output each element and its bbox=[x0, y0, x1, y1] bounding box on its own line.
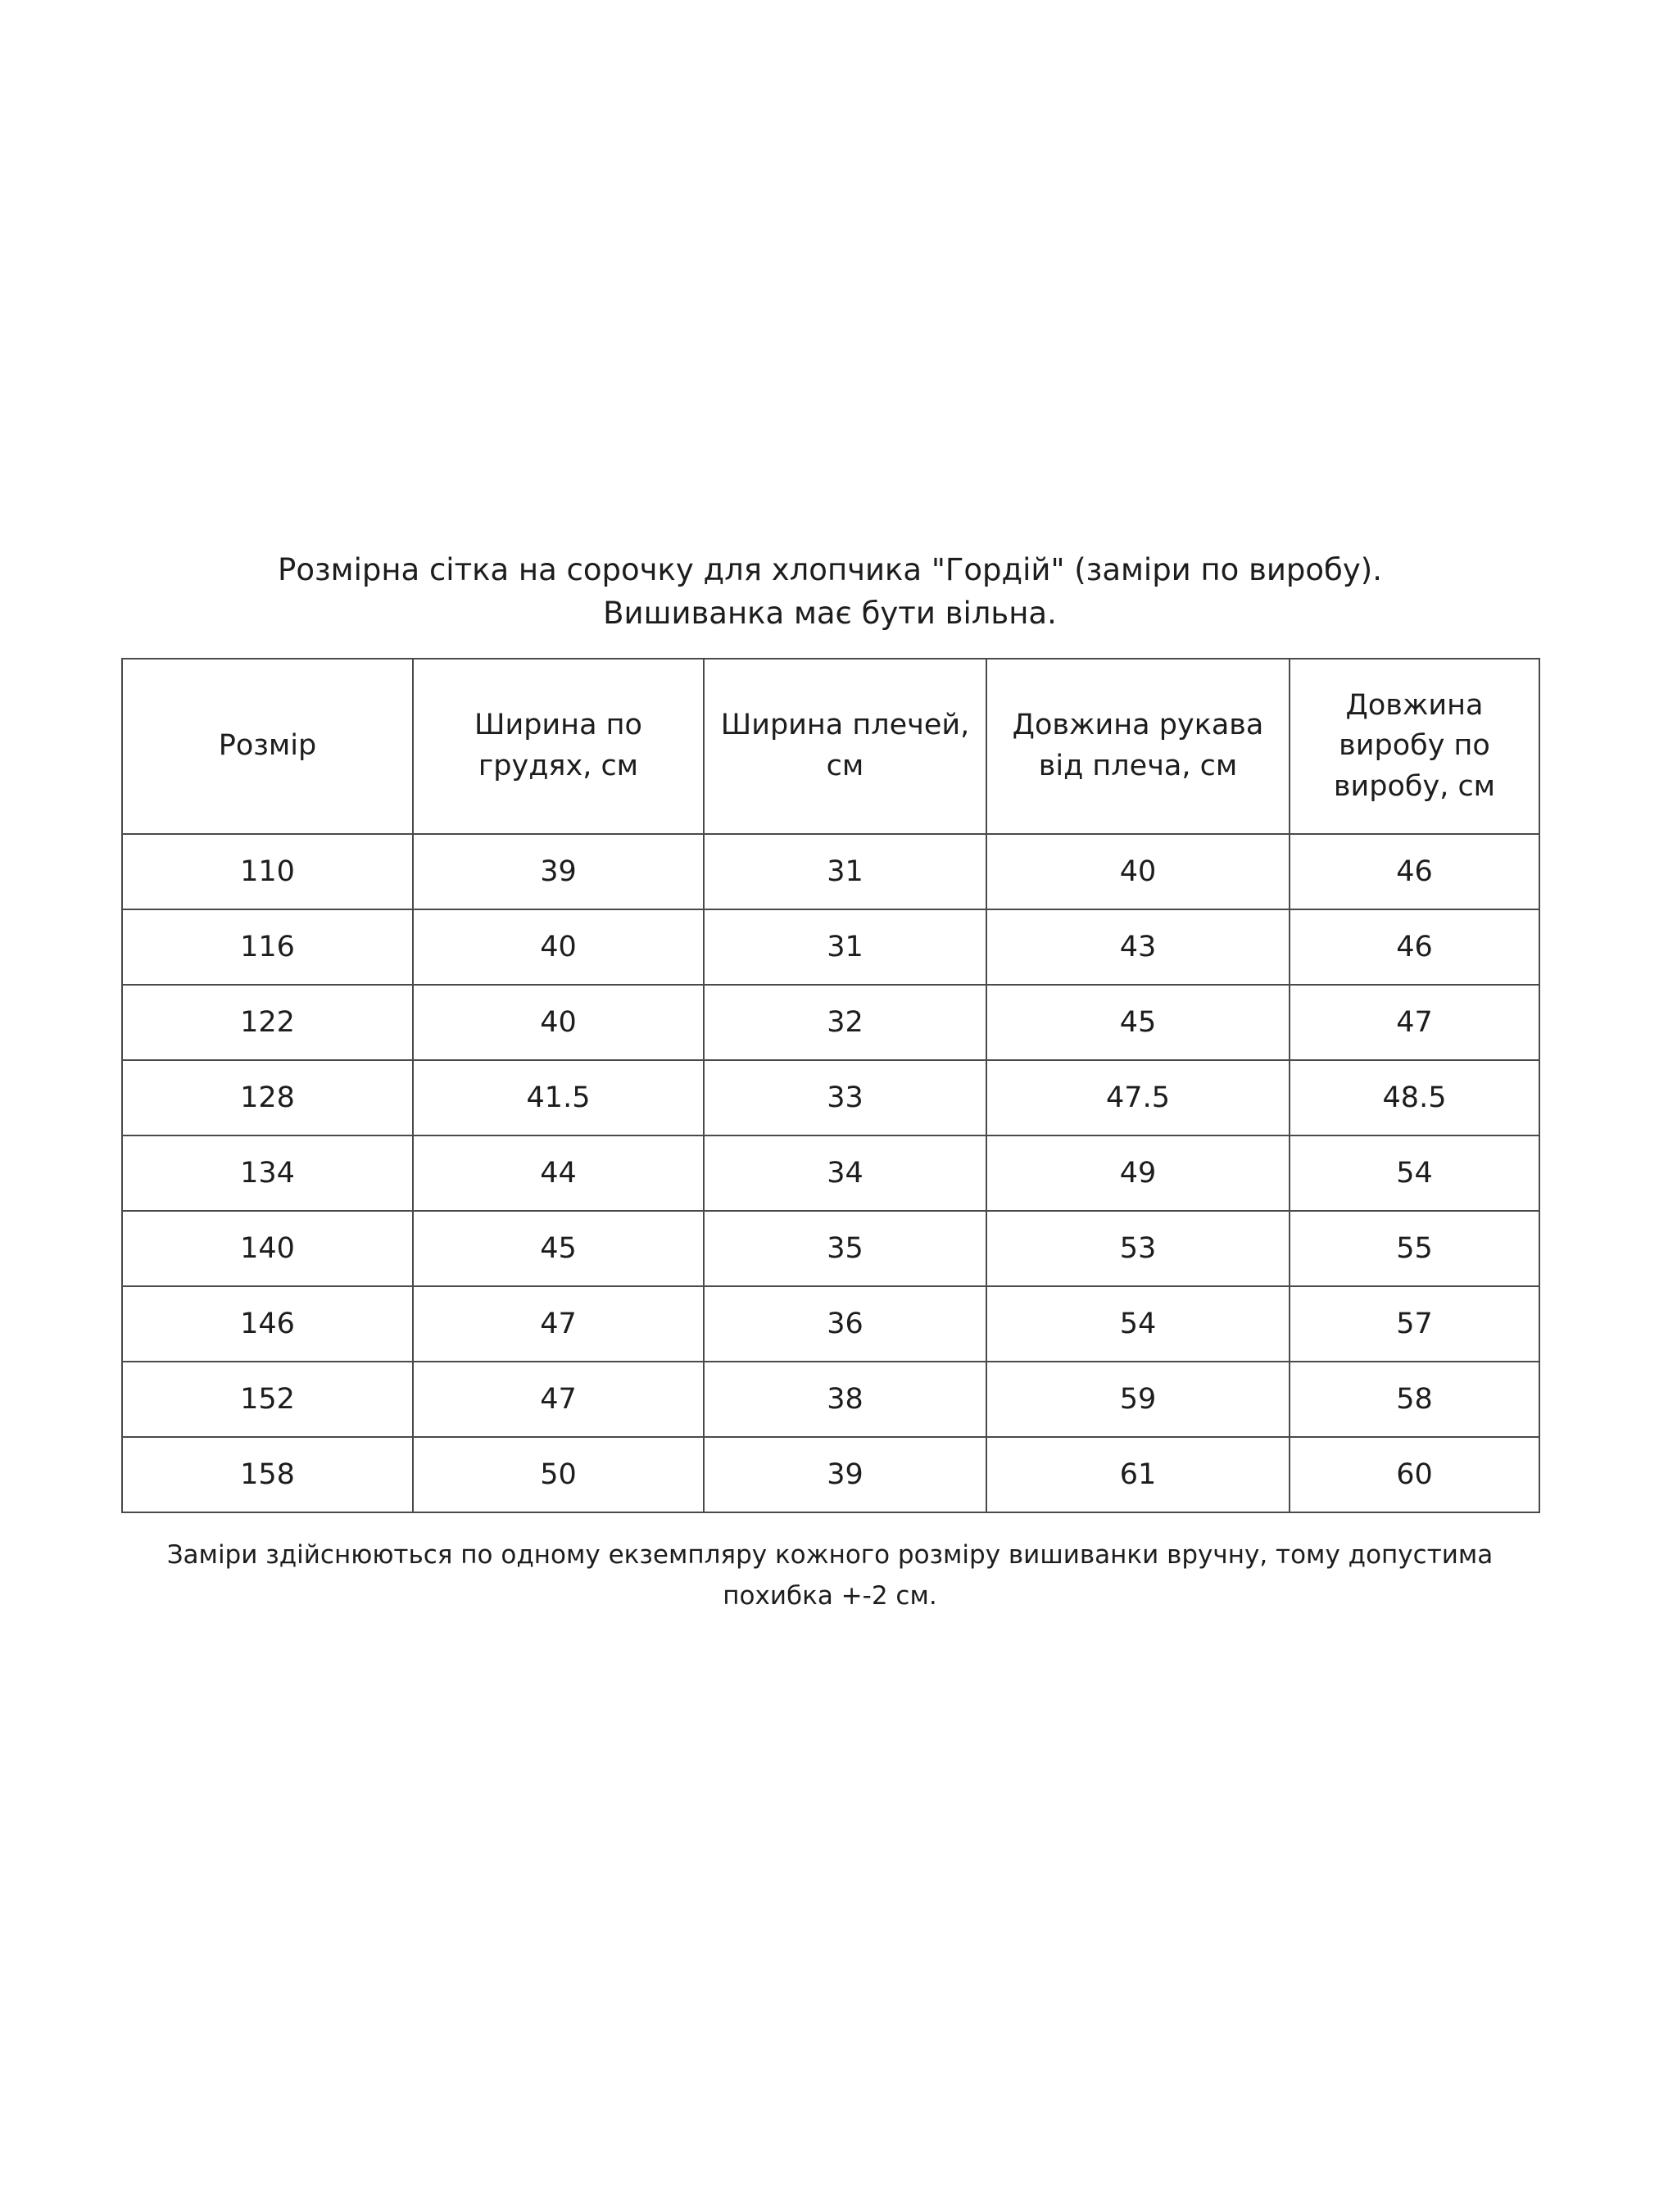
page-title-line-2: Вишиванка має бути вільна. bbox=[603, 595, 1057, 631]
cell-size: 134 bbox=[122, 1135, 413, 1211]
measurement-note: Заміри здійснюються по одному екземпляру кожного розміру вишиванки вручну, тому допустима похибка +-2 см. bbox=[166, 1540, 1494, 1611]
cell-product-length: 48.5 bbox=[1290, 1060, 1539, 1135]
cell-sleeve-length: 45 bbox=[986, 985, 1290, 1060]
cell-size: 122 bbox=[122, 985, 413, 1060]
table-row bbox=[122, 1060, 1539, 1135]
column-header-shoulder-width: Ширина плечей, см bbox=[704, 659, 986, 834]
cell-chest-width: 47 bbox=[413, 1362, 704, 1437]
table-row bbox=[122, 1362, 1539, 1437]
cell-product-length: 60 bbox=[1290, 1437, 1539, 1512]
cell-chest-width: 47 bbox=[413, 1286, 704, 1362]
cell-chest-width: 41.5 bbox=[413, 1060, 704, 1135]
cell-shoulder-width: 36 bbox=[704, 1286, 986, 1362]
cell-chest-width: 45 bbox=[413, 1211, 704, 1286]
cell-sleeve-length: 54 bbox=[986, 1286, 1290, 1362]
cell-product-length: 58 bbox=[1290, 1362, 1539, 1437]
cell-sleeve-length: 40 bbox=[986, 834, 1290, 909]
cell-size: 140 bbox=[122, 1211, 413, 1286]
table-row bbox=[122, 985, 1539, 1060]
size-chart-table bbox=[121, 658, 1540, 1513]
table-row bbox=[122, 1135, 1539, 1211]
table-header bbox=[122, 659, 1539, 834]
cell-size: 152 bbox=[122, 1362, 413, 1437]
cell-size: 110 bbox=[122, 834, 413, 909]
table-row bbox=[122, 909, 1539, 985]
cell-sleeve-length: 53 bbox=[986, 1211, 1290, 1286]
cell-chest-width: 40 bbox=[413, 909, 704, 985]
cell-shoulder-width: 31 bbox=[704, 909, 986, 985]
cell-shoulder-width: 33 bbox=[704, 1060, 986, 1135]
cell-sleeve-length: 61 bbox=[986, 1437, 1290, 1512]
cell-shoulder-width: 38 bbox=[704, 1362, 986, 1437]
cell-shoulder-width: 31 bbox=[704, 834, 986, 909]
table-row bbox=[122, 834, 1539, 909]
cell-size: 128 bbox=[122, 1060, 413, 1135]
table-row bbox=[122, 1286, 1539, 1362]
table-row bbox=[122, 1211, 1539, 1286]
cell-shoulder-width: 39 bbox=[704, 1437, 986, 1512]
cell-shoulder-width: 34 bbox=[704, 1135, 986, 1211]
table-body bbox=[122, 834, 1539, 1512]
column-header-sleeve-length: Довжина рукава від плеча, см bbox=[986, 659, 1290, 834]
cell-shoulder-width: 35 bbox=[704, 1211, 986, 1286]
cell-size: 116 bbox=[122, 909, 413, 985]
cell-chest-width: 44 bbox=[413, 1135, 704, 1211]
column-header-product-length: Довжина виробу по виробу, см bbox=[1290, 659, 1539, 834]
cell-product-length: 55 bbox=[1290, 1211, 1539, 1286]
table-row bbox=[122, 1437, 1539, 1512]
cell-product-length: 46 bbox=[1290, 834, 1539, 909]
cell-product-length: 46 bbox=[1290, 909, 1539, 985]
cell-sleeve-length: 43 bbox=[986, 909, 1290, 985]
cell-sleeve-length: 49 bbox=[986, 1135, 1290, 1211]
cell-shoulder-width: 32 bbox=[704, 985, 986, 1060]
table-header-row bbox=[122, 659, 1539, 834]
cell-chest-width: 40 bbox=[413, 985, 704, 1060]
page-title bbox=[121, 549, 1539, 635]
cell-size: 146 bbox=[122, 1286, 413, 1362]
cell-chest-width: 50 bbox=[413, 1437, 704, 1512]
document-content bbox=[121, 549, 1539, 1617]
column-header-chest-width: Ширина по грудях, см bbox=[413, 659, 704, 834]
cell-product-length: 54 bbox=[1290, 1135, 1539, 1211]
page-title-line-1: Розмірна сітка на сорочку для хлопчика "Гордій" (заміри по виробу). bbox=[278, 552, 1382, 587]
cell-product-length: 57 bbox=[1290, 1286, 1539, 1362]
cell-chest-width: 39 bbox=[413, 834, 704, 909]
cell-size: 158 bbox=[122, 1437, 413, 1512]
cell-sleeve-length: 47.5 bbox=[986, 1060, 1290, 1135]
column-header-size: Розмір bbox=[122, 659, 413, 834]
cell-sleeve-length: 59 bbox=[986, 1362, 1290, 1437]
cell-product-length: 47 bbox=[1290, 985, 1539, 1060]
